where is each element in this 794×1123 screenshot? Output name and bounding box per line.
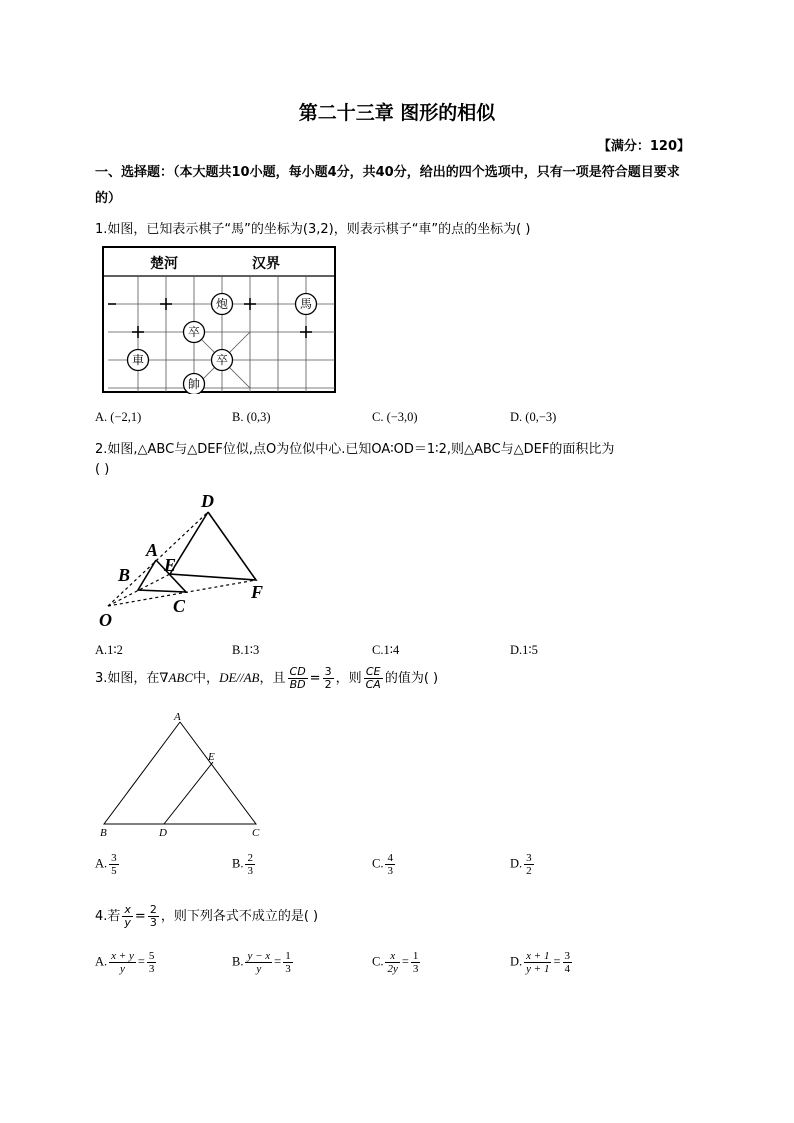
q3-triangle: ∇ABC xyxy=(159,670,194,685)
q3-mid2: ，且 xyxy=(259,671,286,686)
q2-option-c[interactable]: C.1∶4 xyxy=(372,643,400,657)
q3-option-b[interactable]: B. $\frac{2}{3}$ xyxy=(232,852,253,877)
full-score: 【满分：120】 xyxy=(597,139,690,154)
q3-option-a[interactable]: A. $\frac{3}{5}$ xyxy=(95,852,117,877)
question-1-text: 1.如图，已知表示棋子“馬”的坐标为(3,2)，则表示棋子“車”的点的坐标为( ) xyxy=(95,222,531,237)
question-2-paren: ( ) xyxy=(95,462,110,477)
q3-fraction-cd-bd: $\frac{CD}{BD}$ xyxy=(289,665,306,691)
q3-condition: DE//AB xyxy=(219,670,260,685)
chess-board-figure xyxy=(102,246,336,394)
label-e: E xyxy=(164,555,177,575)
q4-option-a[interactable]: A. $\frac{x + y}{y}$ = $\frac{5}{3}$ xyxy=(95,950,155,975)
q3-fraction-ce-ca: $\frac{CE}{CA}$ xyxy=(365,665,381,691)
label-a: A xyxy=(146,540,159,560)
label-d: D xyxy=(159,827,167,839)
q1-option-a[interactable]: A. (−2,1) xyxy=(95,410,142,424)
q3-mid: 中， xyxy=(193,671,220,686)
label-e: E xyxy=(208,751,215,763)
piece-zu-1: 卒 xyxy=(187,325,201,339)
similar-triangles-figure xyxy=(98,488,278,630)
q4-option-c[interactable]: C. $\frac{x}{2y}$ = $\frac{1}{3}$ xyxy=(372,950,419,975)
q2-option-b[interactable]: B.1∶3 xyxy=(232,643,260,657)
q3-option-c[interactable]: C. $\frac{4}{3}$ xyxy=(372,852,393,877)
piece-zu-2: 卒 xyxy=(215,353,229,367)
q4-option-b[interactable]: B. $\frac{y - x}{y}$ = $\frac{1}{3}$ xyxy=(232,950,291,975)
q3-prefix: 3.如图，在 xyxy=(95,671,160,686)
q4-option-d[interactable]: D. $\frac{x + 1}{y + 1}$ = $\frac{3}{4}$ xyxy=(510,950,571,975)
label-c: C xyxy=(252,827,260,839)
q4-fraction-2-3: $\frac{2}{3}$ xyxy=(149,903,157,929)
label-b: B xyxy=(100,827,107,839)
piece-ma: 馬 xyxy=(299,297,313,311)
q1-option-b[interactable]: B. (0,3) xyxy=(232,410,271,424)
q2-option-d[interactable]: D.1∶5 xyxy=(510,643,538,657)
label-a: A xyxy=(174,711,181,723)
board-label-chu-he: 楚河 xyxy=(150,257,178,272)
q2-option-a[interactable]: A.1∶2 xyxy=(95,643,123,657)
q4-fraction-x-y: $\frac{x}{y}$ xyxy=(124,903,131,929)
q3-option-d[interactable]: D. $\frac{3}{2}$ xyxy=(510,852,532,877)
piece-pao: 炮 xyxy=(215,297,229,311)
section-heading: 一、选择题：（本大题共10小题，每小题4分，共40分，给出的四个选项中，只有一项是符合题目要求的） xyxy=(95,165,680,206)
board-label-han-jie: 汉界 xyxy=(252,257,280,272)
q1-option-c[interactable]: C. (−3,0) xyxy=(372,410,418,424)
piece-ju: 車 xyxy=(131,353,145,367)
piece-shuai: 帥 xyxy=(187,377,201,391)
label-f: F xyxy=(251,582,264,602)
page-title: 第二十三章 图形的相似 xyxy=(298,102,496,124)
question-2-text: 2.如图,△ABC与△DEF位似,点O为位似中心.已知OA∶OD＝1∶2,则△ABC与△DEF的面积比为 xyxy=(95,442,615,457)
label-o: O xyxy=(99,610,112,630)
question-4-text: 4.若 $\frac{x}{y}$ = $\frac{2}{3}$ ，则下列各式不成立的是( ) xyxy=(95,903,319,929)
q1-option-d[interactable]: D. (0,−3) xyxy=(510,410,557,424)
q3-suffix: 的值为( ) xyxy=(384,671,439,686)
label-c: C xyxy=(173,596,186,616)
label-d: D xyxy=(201,491,214,511)
question-3-text: 3.如图，在∇ABC中，DE//AB，且 $\frac{CD}{BD}$ = $\frac{3}{2}$ ，则 $\frac{CE}{CA}$ 的值为( ) xyxy=(95,665,439,691)
q3-mid3: ，则 xyxy=(335,671,362,686)
label-b: B xyxy=(118,565,131,585)
q3-fraction-3-2: $\frac{3}{2}$ xyxy=(324,665,332,691)
triangle-abc-figure xyxy=(96,710,271,840)
